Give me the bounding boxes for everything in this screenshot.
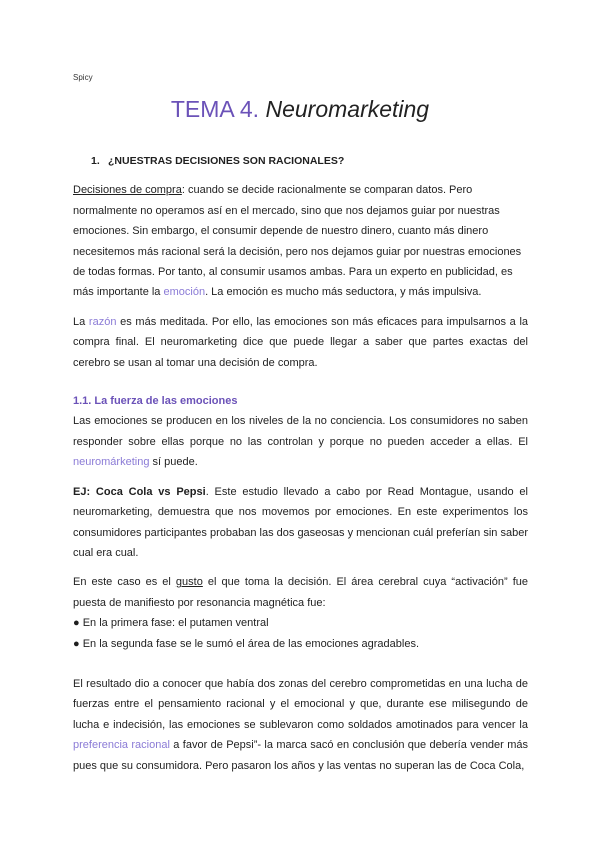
header-label: Spicy (73, 73, 93, 82)
page-title (0, 94, 600, 124)
paragraph-gusto: En este caso es el gusto el que toma la decisión. El área cerebral cuya “activación” fue puesta de manifiesto por resonancia magnética fue: (73, 576, 528, 609)
term-gusto: gusto (175, 576, 203, 589)
paragraph-emociones: Las emociones se producen en los niveles de la no conciencia. Los consumidores no saben responder sobre ellas porque no las controlan y porque no pueden acceder a ellas. El neuromárketing sí puede. (73, 415, 528, 469)
paragraph-decisiones: Decisiones de compra: cuando se decide racionalmente se comparan datos. Pero normalmente no operamos así en el mercado, sino que nos dejamos guiar por nuestras emociones. Sin embargo, el consumir depende de nuestro dinero, cuanto más dinero necesitemos más racional será la decisión, pero nos dejamos guiar por nuestras emociones de todas formas. Por tanto, al consumir usamos ambas. Para un experto en publicidad, es más importante la emoción. La emoción es mucho más seductora, y más impulsiva. (73, 184, 522, 299)
section-number: 1. (91, 155, 100, 167)
section-heading (73, 151, 528, 171)
list-item: ● En la primera fase: el putamen ventral (73, 617, 269, 630)
paragraph-example: EJ: Coca Cola vs Pepsi. Este estudio llevado a cabo por Read Montague, usando el neuromarketing, demuestra que nos movemos por emociones. En este experimentos los consumidores participantes probaban las dos gaseosas y mencionan cuál preferían sin saber cual era cual. (73, 485, 528, 559)
example-label: EJ: Coca Cola vs Pepsi (73, 485, 206, 498)
highlight-emocion: emoción (163, 286, 206, 299)
term-decisiones: Decisiones de compra (73, 184, 182, 197)
highlight-neuromarketing: neuromárketing (73, 456, 150, 469)
document-body (73, 151, 528, 776)
section-title: ¿NUESTRAS DECISIONES SON RACIONALES? (108, 155, 345, 167)
highlight-preferencia: preferencia racional (73, 739, 170, 752)
title-number: TEMA 4. (170, 96, 260, 122)
title-topic: Neuromarketing (265, 96, 430, 122)
highlight-razon: razón (88, 315, 117, 328)
subsection-heading: 1.1. La fuerza de las emociones (73, 395, 238, 408)
list-item: ● En la segunda fase se le sumó el área de las emociones agradables. (73, 637, 420, 650)
paragraph-razon: La razón es más meditada. Por ello, las emociones son más eficaces para impulsarnos a la compra final. El neuromarketing dice que puede llegar a saber que partes exactas del cerebro se usan al tomar una decisión de compra. (73, 315, 528, 369)
paragraph-resultado: El resultado dio a conocer que había dos zonas del cerebro comprometidas en una lucha de fuerzas entre el pensamiento racional y el emocional y que, durante ese milisegundo de lucha e indecisión, las emociones se sublevaron como soldados amotinados para vencer la preferencia racional a favor de Pepsi”- la marca sacó en conclusión que debería vender más pues que su consumidora. Pero pasaron los años y las ventas no superan las de Coca Cola, (73, 677, 528, 772)
